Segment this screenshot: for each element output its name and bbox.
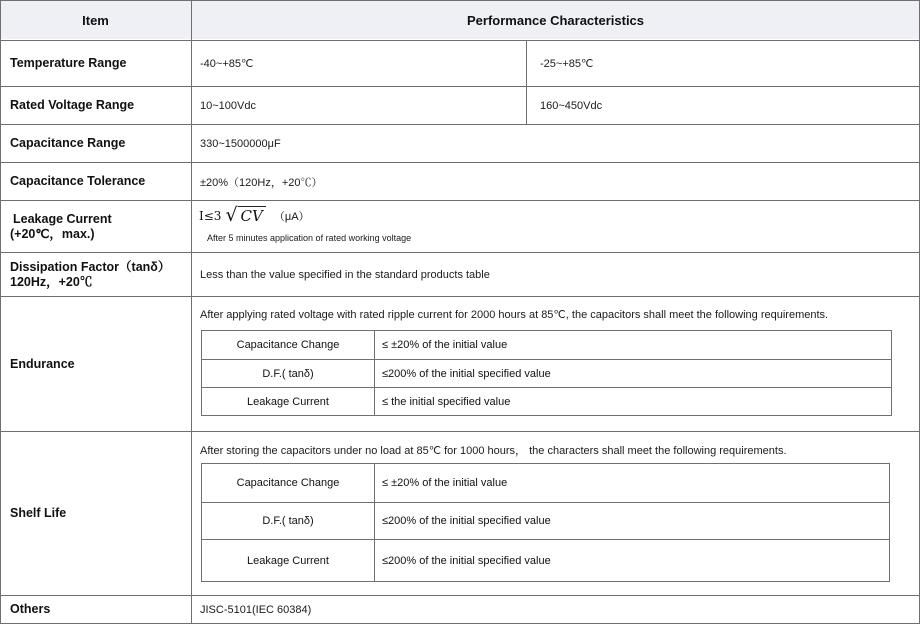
others-value: JISC-5101(IEC 60384) [200,603,312,616]
leakage-current-label-line2: (+20℃，max.) [10,226,95,241]
endurance-item-name: Capacitance Change [202,331,375,359]
endurance-item-name: Leakage Current [202,388,375,415]
endurance-requirements-table [201,330,892,416]
rated-voltage-value-1: 10~100Vdc [200,99,256,112]
shelf-life-requirements-table [201,463,890,582]
leakage-formula [199,206,310,225]
capacitance-range-label: Capacitance Range [10,136,126,150]
temperature-range-value-2: -25~+85℃ [540,58,594,70]
shelf-item-value: ≤200% of the initial specified value [382,554,551,567]
table-row [202,464,889,503]
table-row [202,360,891,388]
dissipation-factor-label [0,253,191,296]
dissipation-factor-label-line2: 120Hz，+20℃ [10,274,93,289]
endurance-label: Endurance [10,356,75,371]
rated-voltage-value-2: 160~450Vdc [540,99,603,112]
table-row [202,540,889,581]
shelf-item-value: ≤200% of the initial specified value [382,515,551,527]
capacitance-tolerance-value: ±20%（120Hz，+20℃） [200,176,323,189]
radical-icon: √ [225,204,238,226]
dissipation-factor-label-line1: Dissipation Factor（tanδ） [10,259,171,274]
endurance-item-value: ≤ the initial specified value [382,395,511,408]
endurance-item-value: ≤200% of the initial specified value [382,367,551,380]
table-row [202,388,891,415]
shelf-item-name: D.F.( tanδ) [202,503,375,539]
dissipation-factor-value: Less than the value specified in the standard products table [200,268,490,281]
header-item: Item [82,12,109,28]
temperature-range-label: Temperature Range [10,56,127,70]
leakage-formula-radicand: CV [238,206,266,225]
leakage-current-label [0,201,191,252]
shelf-item-name: Capacitance Change [202,464,375,502]
endurance-intro: After applying rated voltage with rated ripple current for 2000 hours at 85℃, the capacitors shall meet the following requirements. [200,309,829,321]
shelf-item-name: Leakage Current [202,540,375,581]
endurance-item-value: ≤ ±20% of the initial value [382,339,508,351]
temperature-range-value-1: -40~+85℃ [200,58,254,70]
capacitance-range-value: 330~1500000μF [200,137,281,150]
leakage-current-label-line1: Leakage Current [13,211,112,226]
column-divider [191,0,192,624]
capacitance-tolerance-label: Capacitance Tolerance [10,174,146,188]
rated-voltage-label: Rated Voltage Range [10,98,135,112]
leakage-formula-prefix: I≤3 [199,208,222,223]
shelf-life-label: Shelf Life [10,506,67,520]
leakage-formula-unit: （μA） [273,210,310,223]
column-divider [526,40,527,124]
shelf-life-intro: After storing the capacitors under no load at 85℃ for 1000 hours， the characters shall meet the following requirements. [200,445,787,457]
table-row [202,503,889,540]
endurance-item-name: D.F.( tanδ) [202,360,375,387]
header-performance: Performance Characteristics [466,12,645,28]
sqrt-sign [225,206,265,225]
others-label: Others [10,602,51,616]
shelf-item-value: ≤ ±20% of the initial value [382,477,508,489]
leakage-note: After 5 minutes application of rated working voltage [207,233,412,243]
table-row [202,331,891,360]
